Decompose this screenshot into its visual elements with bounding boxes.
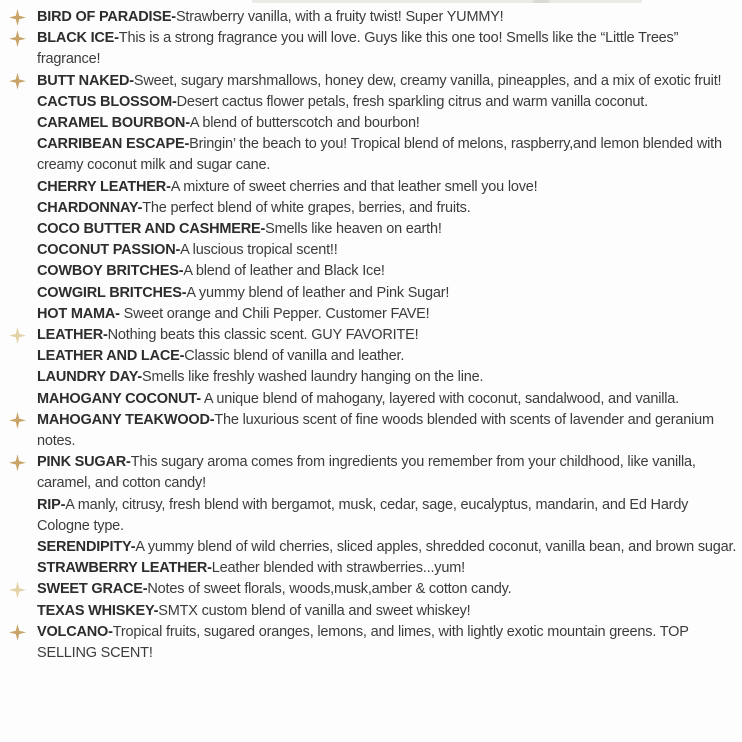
scent-name: CHERRY LEATHER (37, 178, 167, 195)
scent-name: COCO BUTTER AND CASHMERE (37, 221, 261, 238)
scent-description: This is a strong fragrance you will love. Guys like this one too! Smells like the “Little Trees” fragrance! (37, 30, 679, 68)
scent-item (37, 261, 737, 282)
scent-name: BLACK ICE (37, 30, 115, 47)
scent-description: Tropical fruits, sugared oranges, lemons, and limes, with lightly exotic mountain greens. TOP SELLING SCENT! (37, 623, 689, 662)
scent-description: Desert cactus flower petals, fresh sparkling citrus and warm vanilla coconut. (176, 93, 648, 110)
scent-name: SERENDIPITY (37, 539, 131, 556)
scent-description: Sweet orange and Chili Pepper. Customer FAVE! (119, 305, 430, 322)
scent-name: BIRD OF PARADISE (37, 9, 172, 25)
scent-name: BUTT NAKED (37, 72, 130, 89)
scent-name-separator: - (209, 411, 215, 428)
scent-name-separator: - (175, 242, 181, 259)
scent-list (0, 7, 742, 664)
scent-name: MAHOGANY TEAKWOOD (37, 411, 210, 428)
sparkle-icon (9, 624, 26, 641)
scent-name: RIP (37, 496, 61, 513)
scent-description: This sugary aroma comes from ingredients you remember from your childhood, like vanilla, caramel, and cotton candy! (37, 454, 696, 492)
scent-name-separator: - (137, 369, 143, 386)
scent-item (37, 367, 737, 388)
scent-item (37, 28, 737, 70)
scent-item (37, 389, 737, 410)
scent-name-separator: - (126, 454, 131, 471)
scent-description: A blend of leather and Black Ice! (183, 263, 385, 280)
scent-item (37, 240, 737, 261)
scent-name: CHARDONNAY (37, 199, 138, 216)
scent-item (37, 346, 737, 367)
scent-name-separator: - (166, 178, 171, 195)
scent-name-separator: - (181, 284, 187, 301)
scent-name-separator: - (114, 30, 119, 47)
scent-description: A yummy blend of wild cherries, sliced apples, shredded coconut, vanilla bean, and brown sugar. (135, 539, 737, 556)
scent-description: A yummy blend of leather and Pink Sugar! (186, 284, 450, 301)
scent-description: A mixture of sweet cherries and that leather smell you love! (170, 178, 538, 195)
scent-name: LEATHER (37, 327, 103, 344)
scent-name-separator: - (103, 327, 108, 344)
scent-description: Smells like freshly washed laundry hanging on the line. (142, 369, 484, 386)
scent-item (37, 537, 737, 558)
sparkle-icon (9, 454, 26, 471)
scent-item (37, 283, 737, 304)
scent-description: A blend of butterscotch and bourbon! (189, 115, 420, 132)
scent-name: HOT MAMA (37, 305, 116, 322)
scent-name-separator: - (142, 581, 148, 598)
scent-item (37, 452, 737, 494)
scent-description: The perfect blend of white grapes, berries, and fruits. (142, 199, 471, 216)
scent-name: SWEET GRACE (37, 581, 143, 598)
scent-item (37, 92, 737, 113)
top-divider (252, 0, 642, 3)
scent-name: CARAMEL BOURBON (37, 115, 186, 132)
scent-name: CARRIBEAN ESCAPE (37, 136, 185, 153)
scent-description: The luxurious scent of fine woods blended with scents of lavender and geranium notes. (37, 411, 714, 450)
scent-item (37, 304, 737, 325)
scent-name-separator: - (185, 115, 190, 132)
scent-name-separator: - (207, 560, 212, 577)
scent-name-separator: - (171, 93, 177, 110)
scent-name: VOLCANO (37, 623, 109, 640)
scent-name-separator: - (60, 496, 66, 513)
scent-name-separator: - (108, 623, 113, 640)
scent-item (37, 113, 737, 134)
scent-name-separator: - (129, 72, 134, 89)
scent-name: STRAWBERRY LEATHER (37, 560, 208, 577)
scent-name: COWGIRL BRITCHES (37, 284, 182, 301)
scent-item (37, 7, 737, 28)
sparkle-icon (9, 412, 26, 429)
scent-description: Leather blended with strawberries...yum! (211, 560, 465, 577)
scent-item (37, 558, 737, 579)
scent-item (37, 134, 737, 176)
sparkle-icon (9, 581, 26, 598)
scent-name: PINK SUGAR (37, 454, 127, 471)
scent-item (37, 410, 737, 452)
scent-item (37, 219, 737, 240)
scent-name: COCONUT PASSION (37, 242, 176, 259)
scent-description: Strawberry vanilla, with a fruity twist! Super YUMMY! (175, 9, 504, 25)
scent-description: A luscious tropical scent!! (180, 242, 338, 259)
scent-name-separator: - (260, 221, 266, 238)
scent-item (37, 495, 737, 537)
scent-description: Notes of sweet florals, woods,musk,amber & cotton candy. (147, 581, 512, 598)
scent-name-separator: - (178, 263, 184, 280)
scent-description: Smells like heaven on earth! (265, 221, 442, 238)
sparkle-icon (9, 9, 26, 26)
scent-item (37, 622, 737, 664)
scent-description: A manly, citrusy, fresh blend with bergamot, musk, cedar, sage, eucalyptus, mandarin, and Ed Hardy Cologne type. (37, 496, 689, 534)
scent-name-separator: - (130, 539, 136, 556)
scent-description: A unique blend of mahogany, layered with coconut, sandalwood, and vanilla. (200, 390, 679, 407)
scent-name: TEXAS WHISKEY (37, 602, 154, 619)
scent-description: SMTX custom blend of vanilla and sweet whiskey! (158, 602, 471, 619)
sparkle-icon (9, 30, 26, 47)
scent-description: Bringin’ the beach to you! Tropical blend of melons, raspberry,and lemon blended with creamy coconut milk and sugar cane. (37, 136, 722, 174)
scent-name-separator: - (171, 9, 176, 25)
scent-item (37, 198, 737, 219)
scent-name-separator: - (196, 390, 201, 407)
scent-name-separator: - (137, 199, 143, 216)
scent-item (37, 325, 737, 346)
scent-item (37, 177, 737, 198)
sparkle-icon (9, 327, 26, 344)
scent-name: MAHOGANY COCONUT (37, 390, 197, 407)
scent-name: LEATHER AND LACE (37, 348, 180, 365)
scent-item (37, 71, 737, 92)
scent-name-separator: - (184, 136, 190, 153)
scent-name-separator: - (153, 602, 159, 619)
scent-name-separator: - (179, 348, 185, 365)
scent-description: Sweet, sugary marshmallows, honey dew, creamy vanilla, pineapples, and a mix of exotic fruit! (133, 72, 722, 89)
scent-name: CACTUS BLOSSOM (37, 93, 172, 110)
scent-name: COWBOY BRITCHES (37, 263, 179, 280)
scent-name-separator: - (115, 305, 120, 322)
scent-item (37, 601, 737, 622)
scent-description: Nothing beats this classic scent. GUY FAVORITE! (107, 327, 419, 344)
scent-item (37, 579, 737, 600)
top-divider-mark (533, 0, 549, 3)
sparkle-icon (9, 73, 26, 90)
scent-name: LAUNDRY DAY (37, 369, 138, 386)
scent-description: Classic blend of vanilla and leather. (184, 348, 405, 365)
